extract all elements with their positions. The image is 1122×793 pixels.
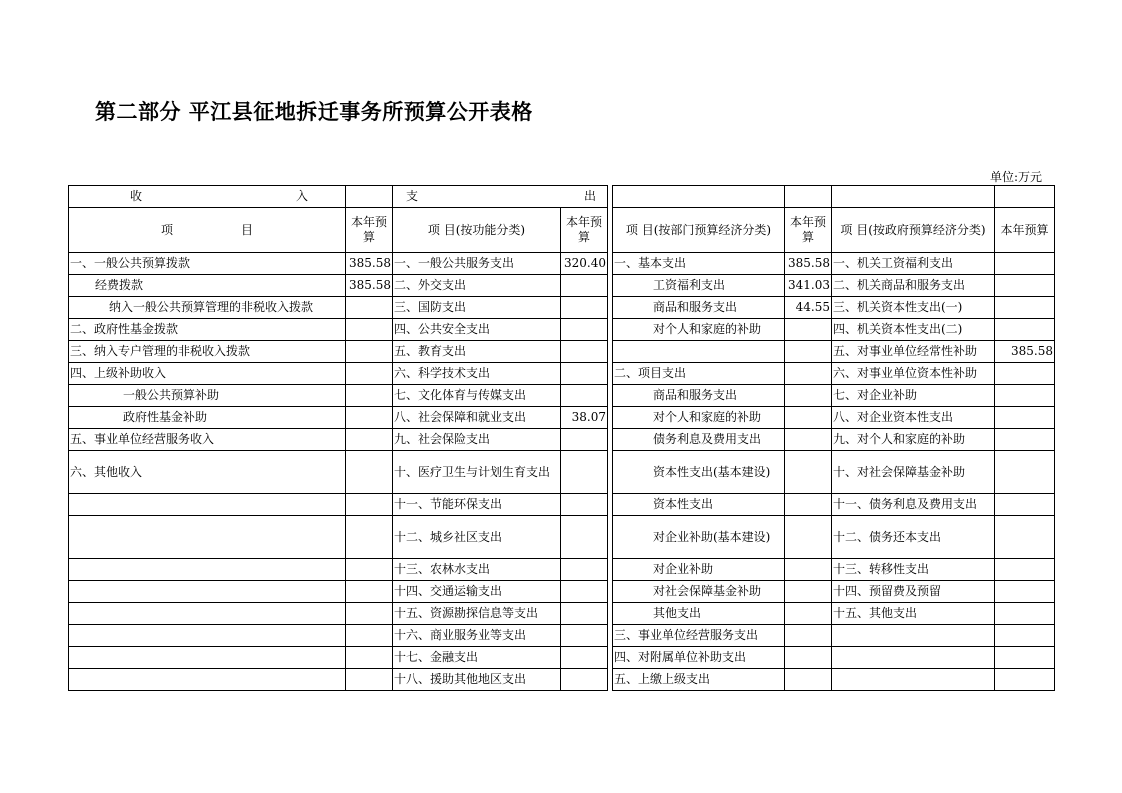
func-item: 十六、商业服务业等支出 [393, 625, 561, 647]
dept-item: 对企业补助 [613, 559, 785, 581]
func-item: 十四、交通运输支出 [393, 581, 561, 603]
dept-value [785, 385, 832, 407]
income-item [69, 516, 346, 559]
dept-value [785, 494, 832, 516]
func-value [561, 429, 608, 451]
income-item: 四、上级补助收入 [69, 363, 346, 385]
gov-item: 九、对个人和家庭的补助 [832, 429, 995, 451]
income-value [346, 581, 393, 603]
income-item [69, 603, 346, 625]
budget-header-func: 本年预算 [561, 208, 608, 253]
header-row-2 [69, 208, 1055, 253]
income-value [346, 603, 393, 625]
dept-value [785, 363, 832, 385]
dept-item: 四、对附属单位补助支出 [613, 647, 785, 669]
income-value: 385.58 [346, 253, 393, 275]
gov-value [995, 253, 1055, 275]
table-row [69, 647, 1055, 669]
func-item: 二、外交支出 [393, 275, 561, 297]
income-item [69, 625, 346, 647]
dept-value [785, 603, 832, 625]
table-row [69, 407, 1055, 429]
gov-item: 三、机关资本性支出(一) [832, 297, 995, 319]
dept-value [785, 647, 832, 669]
gov-item [832, 625, 995, 647]
gov-item: 十四、预留费及预留 [832, 581, 995, 603]
dept-value [785, 341, 832, 363]
budget-header-income: 本年预算 [346, 208, 393, 253]
gov-value [995, 407, 1055, 429]
budget-table [68, 185, 1055, 691]
page-title: 第二部分 平江县征地拆迁事务所预算公开表格 [95, 100, 533, 124]
dept-col-header: 项 目(按部门预算经济分类) [613, 208, 785, 253]
gov-item: 十、对社会保障基金补助 [832, 451, 995, 494]
budget-header-dept: 本年预算 [785, 208, 832, 253]
gov-value [995, 647, 1055, 669]
gov-item [832, 669, 995, 691]
income-item [69, 647, 346, 669]
func-value [561, 603, 608, 625]
func-value [561, 275, 608, 297]
gov-value [995, 297, 1055, 319]
table-row [69, 385, 1055, 407]
func-value [561, 341, 608, 363]
dept-item: 其他支出 [613, 603, 785, 625]
budget-header-gov: 本年预算 [995, 208, 1055, 253]
func-value [561, 581, 608, 603]
dept-value [785, 581, 832, 603]
func-item: 四、公共安全支出 [393, 319, 561, 341]
gov-item: 五、对事业单位经常性补助 [832, 341, 995, 363]
func-value [561, 385, 608, 407]
func-item: 十二、城乡社区支出 [393, 516, 561, 559]
func-item: 十三、农林水支出 [393, 559, 561, 581]
income-item: 政府性基金补助 [69, 407, 346, 429]
func-item: 十五、资源勘探信息等支出 [393, 603, 561, 625]
gov-value [995, 494, 1055, 516]
table-row [69, 559, 1055, 581]
dept-item: 五、上缴上级支出 [613, 669, 785, 691]
gov-value [995, 625, 1055, 647]
gov-item: 六、对事业单位资本性补助 [832, 363, 995, 385]
income-value [346, 669, 393, 691]
func-item: 九、社会保险支出 [393, 429, 561, 451]
gov-item: 十一、债务利息及费用支出 [832, 494, 995, 516]
income-value [346, 407, 393, 429]
dept-item: 工资福利支出 [613, 275, 785, 297]
dept-item: 资本性支出(基本建设) [613, 451, 785, 494]
gov-item: 十二、债务还本支出 [832, 516, 995, 559]
gov-col-header: 项 目(按政府预算经济分类) [832, 208, 995, 253]
income-value [346, 385, 393, 407]
income-value [346, 429, 393, 451]
dept-item: 资本性支出 [613, 494, 785, 516]
gov-value [995, 429, 1055, 451]
table-row [69, 603, 1055, 625]
income-value [346, 363, 393, 385]
dept-item: 商品和服务支出 [613, 385, 785, 407]
gov-value [995, 385, 1055, 407]
gov-value [995, 603, 1055, 625]
dept-item: 对企业补助(基本建设) [613, 516, 785, 559]
dept-item [613, 341, 785, 363]
income-value [346, 647, 393, 669]
func-value [561, 647, 608, 669]
dept-value [785, 429, 832, 451]
income-value [346, 451, 393, 494]
gov-value: 385.58 [995, 341, 1055, 363]
gov-item: 八、对企业资本性支出 [832, 407, 995, 429]
expense-header: 支 出 [393, 186, 608, 208]
func-item: 一、一般公共服务支出 [393, 253, 561, 275]
gov-value [995, 319, 1055, 341]
income-item: 一、一般公共预算拨款 [69, 253, 346, 275]
gov-value [995, 363, 1055, 385]
table-row [69, 516, 1055, 559]
income-value [346, 297, 393, 319]
func-item: 三、国防支出 [393, 297, 561, 319]
income-item: 纳入一般公共预算管理的非税收入拨款 [69, 297, 346, 319]
dept-item: 对个人和家庭的补助 [613, 407, 785, 429]
table-row [69, 297, 1055, 319]
income-item [69, 581, 346, 603]
gov-value [995, 669, 1055, 691]
gov-value [995, 451, 1055, 494]
gov-value [995, 559, 1055, 581]
gov-item: 十五、其他支出 [832, 603, 995, 625]
income-item: 二、政府性基金拨款 [69, 319, 346, 341]
table-row [69, 451, 1055, 494]
func-item: 十、医疗卫生与计划生育支出 [393, 451, 561, 494]
func-value [561, 319, 608, 341]
table-row [69, 625, 1055, 647]
gov-item: 十三、转移性支出 [832, 559, 995, 581]
income-value: 385.58 [346, 275, 393, 297]
dept-value [785, 451, 832, 494]
dept-value: 341.03 [785, 275, 832, 297]
table-row [69, 275, 1055, 297]
gov-item: 四、机关资本性支出(二) [832, 319, 995, 341]
income-value [346, 341, 393, 363]
func-item: 十一、节能环保支出 [393, 494, 561, 516]
dept-value [785, 407, 832, 429]
income-value [346, 319, 393, 341]
dept-value: 385.58 [785, 253, 832, 275]
table-row [69, 494, 1055, 516]
func-col-header: 项 目(按功能分类) [393, 208, 561, 253]
header-row-1 [69, 186, 1055, 208]
table-row [69, 341, 1055, 363]
gov-item [832, 647, 995, 669]
table-row [69, 429, 1055, 451]
income-item [69, 494, 346, 516]
gov-value [995, 516, 1055, 559]
income-item: 一般公共预算补助 [69, 385, 346, 407]
table-row [69, 319, 1055, 341]
income-header: 收 入 [69, 186, 346, 208]
item-header: 项 目 [69, 208, 346, 253]
func-value [561, 669, 608, 691]
func-value [561, 494, 608, 516]
income-item [69, 669, 346, 691]
dept-item: 二、项目支出 [613, 363, 785, 385]
dept-value [785, 516, 832, 559]
func-value [561, 297, 608, 319]
table-row [69, 669, 1055, 691]
dept-item: 一、基本支出 [613, 253, 785, 275]
income-item: 五、事业单位经营服务收入 [69, 429, 346, 451]
dept-value [785, 669, 832, 691]
func-item: 六、科学技术支出 [393, 363, 561, 385]
gov-value [995, 581, 1055, 603]
func-value [561, 516, 608, 559]
func-value: 38.07 [561, 407, 608, 429]
dept-item: 三、事业单位经营服务支出 [613, 625, 785, 647]
dept-item: 商品和服务支出 [613, 297, 785, 319]
dept-item: 对社会保障基金补助 [613, 581, 785, 603]
func-item: 七、文化体育与传媒支出 [393, 385, 561, 407]
income-value [346, 516, 393, 559]
unit-label: 单位:万元 [990, 170, 1043, 184]
dept-item: 对个人和家庭的补助 [613, 319, 785, 341]
func-value [561, 625, 608, 647]
func-item: 十八、援助其他地区支出 [393, 669, 561, 691]
income-value [346, 494, 393, 516]
dept-value: 44.55 [785, 297, 832, 319]
gov-value [995, 275, 1055, 297]
income-item: 经费拨款 [69, 275, 346, 297]
func-value [561, 559, 608, 581]
income-value [346, 559, 393, 581]
gov-item: 一、机关工资福利支出 [832, 253, 995, 275]
dept-item: 债务利息及费用支出 [613, 429, 785, 451]
gov-item: 七、对企业补助 [832, 385, 995, 407]
dept-value [785, 559, 832, 581]
dept-value [785, 319, 832, 341]
income-item: 三、纳入专户管理的非税收入拨款 [69, 341, 346, 363]
gov-item: 二、机关商品和服务支出 [832, 275, 995, 297]
func-value [561, 451, 608, 494]
func-value [561, 363, 608, 385]
income-value [346, 625, 393, 647]
table-row [69, 253, 1055, 275]
table-row [69, 581, 1055, 603]
income-item [69, 559, 346, 581]
dept-value [785, 625, 832, 647]
income-item: 六、其他收入 [69, 451, 346, 494]
func-value: 320.40 [561, 253, 608, 275]
func-item: 十七、金融支出 [393, 647, 561, 669]
func-item: 五、教育支出 [393, 341, 561, 363]
func-item: 八、社会保障和就业支出 [393, 407, 561, 429]
table-row [69, 363, 1055, 385]
